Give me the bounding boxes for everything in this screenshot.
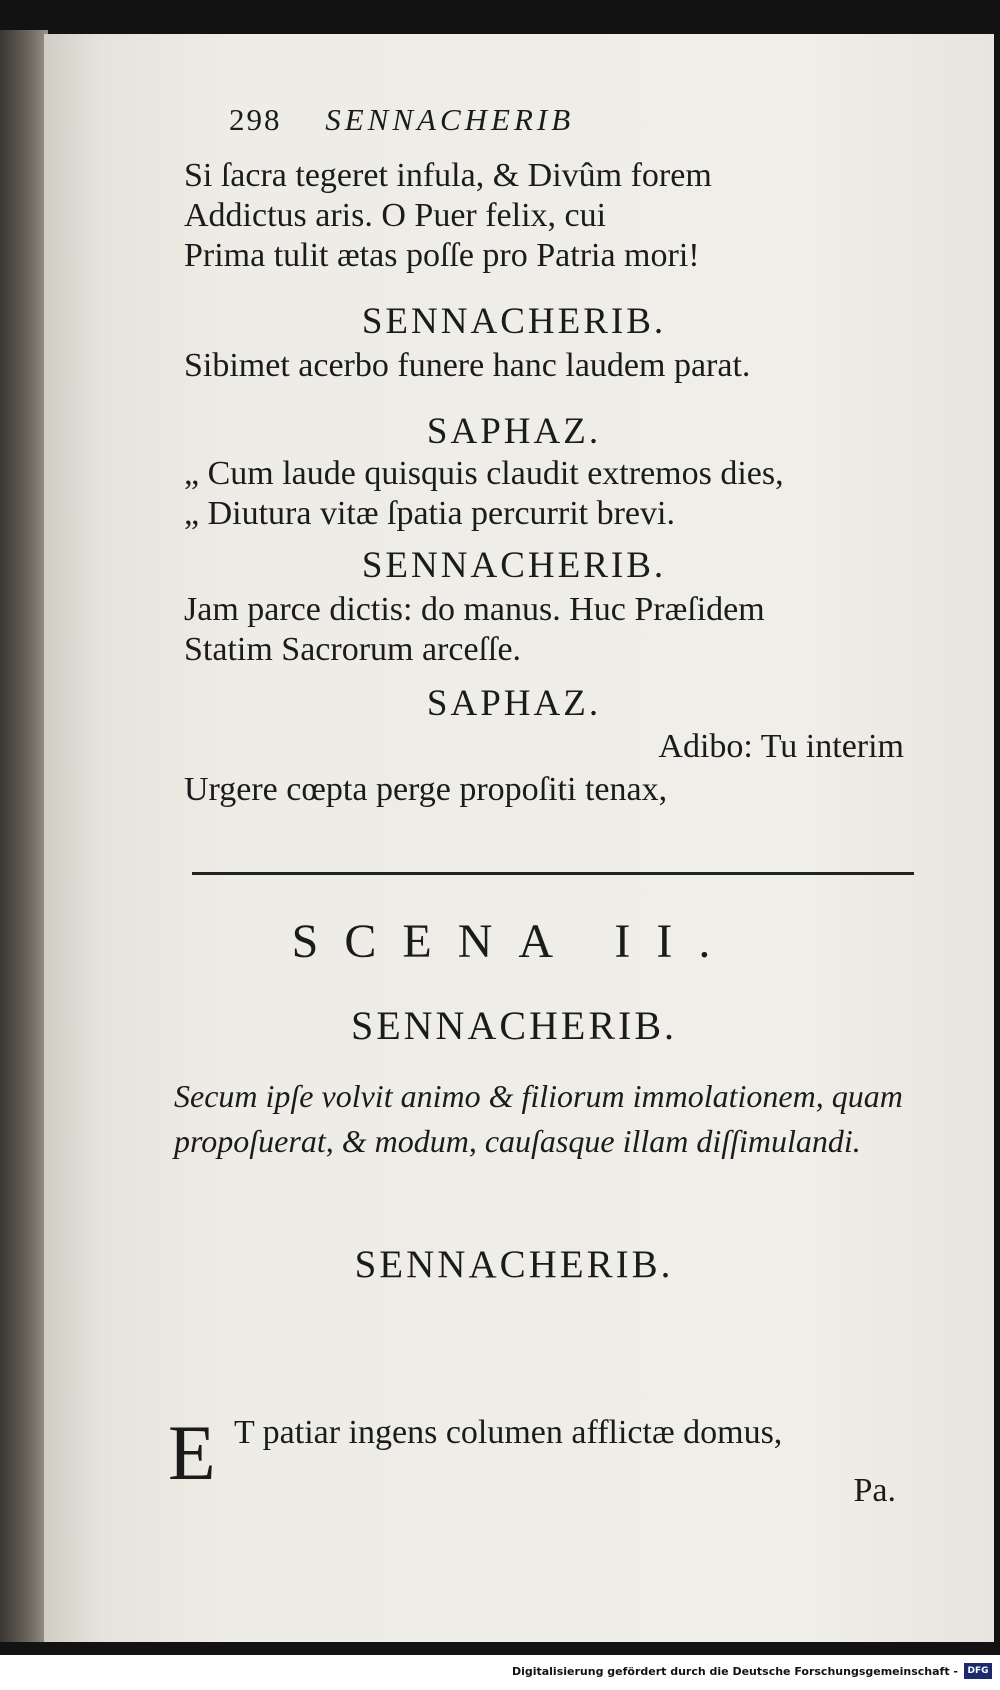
speaker-heading: SENNACHERIB.	[361, 545, 667, 586]
speaker-heading: SAPHAZ.	[426, 411, 602, 452]
speaker-heading: SAPHAZ.	[426, 683, 602, 724]
scene-speaker: SENNACHERIB.	[350, 1003, 678, 1048]
verse-line: Jam parce dictis: do manus. Huc Præſidem	[184, 591, 765, 628]
verse-block	[184, 770, 667, 810]
verse-line: Addictus aris. O Puer felix, cui	[184, 197, 607, 234]
verse-line: Si ſacra tegeret infula, & Divûm forem	[184, 157, 712, 194]
scene-title: SCENA II.	[291, 915, 737, 968]
stage-direction: Secum ipſe volvit animo & filiorum immolationem, quam propoſuerat, & modum, cauſasque illam diſſimulandi.	[174, 1078, 903, 1159]
dfg-logo-icon: DFG	[964, 1663, 992, 1679]
speaker-heading: SENNACHERIB.	[354, 1243, 674, 1286]
verse-line: Statim Sacrorum arceſſe.	[184, 631, 522, 668]
footer-bar	[0, 1655, 1000, 1690]
verse-block	[184, 590, 765, 670]
verse-line: Urgere cœpta perge propoſiti tenax,	[184, 771, 668, 808]
verse-line-right: Adibo: Tu interim	[658, 728, 904, 765]
verse-line: Sibimet acerbo funere hanc laudem parat.	[184, 347, 751, 384]
verse-line: „ Cum laude quisquis claudit extremos dies,	[184, 455, 784, 492]
verse-line: T patiar ingens columen afflictæ domus,	[234, 1414, 783, 1451]
funding-credit: Digitalisierung gefördert durch die Deutsche Forschungsgemeinschaft -	[511, 1665, 958, 1678]
verse-line: „ Diutura vitæ ſpatia percurrit brevi.	[184, 495, 675, 532]
verse-block	[184, 346, 750, 386]
book-page	[44, 34, 994, 1642]
drop-cap: E	[168, 1409, 216, 1496]
page-header	[229, 102, 574, 138]
book-spine-edge	[0, 30, 48, 1642]
verse-line: Prima tulit ætas poſſe pro Patria mori!	[184, 237, 700, 274]
catchword: Pa.	[853, 1472, 896, 1509]
verse-block-top	[184, 156, 712, 276]
speaker-heading: SENNACHERIB.	[361, 301, 667, 342]
page-number: 298	[229, 102, 282, 137]
running-title: SENNACHERIB	[325, 102, 575, 137]
verse-block	[184, 454, 784, 534]
section-rule	[192, 872, 914, 875]
